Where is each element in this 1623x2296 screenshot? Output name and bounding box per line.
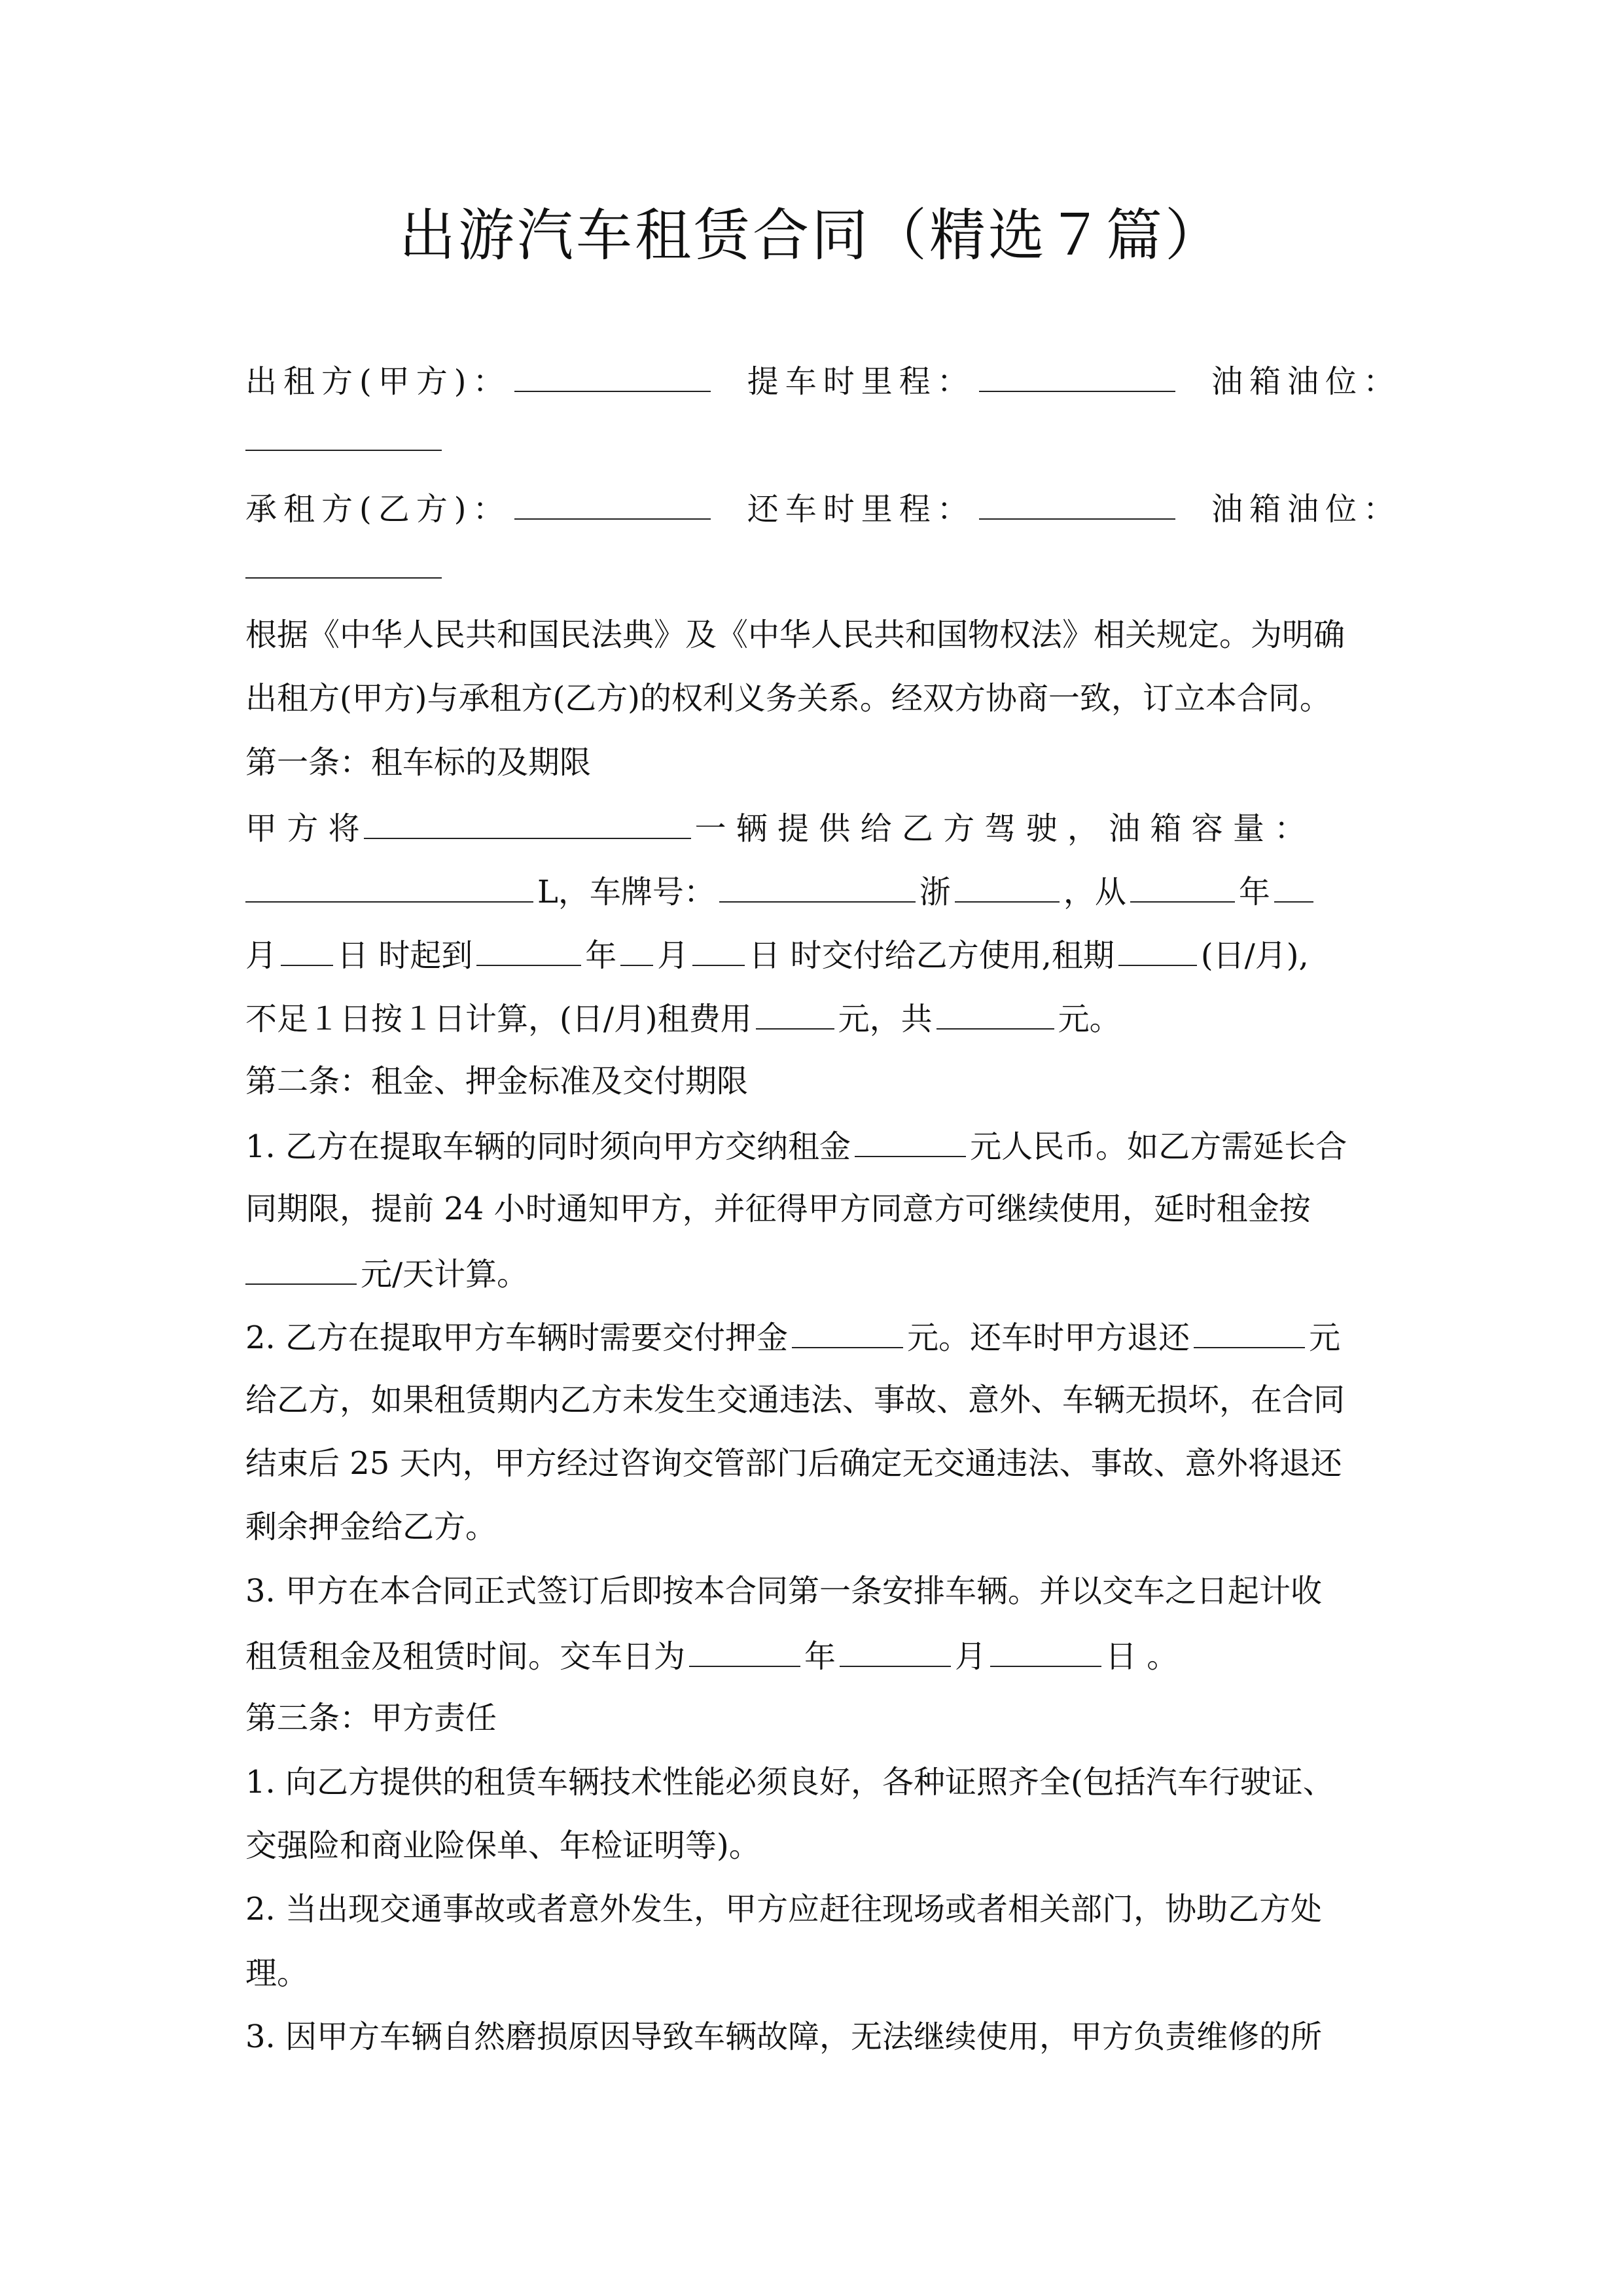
lessor-blank xyxy=(514,357,711,392)
article-3-item-2-line-1: 2. 当出现交通事故或者意外发生，甲方应赶往现场或者相关部门，协助乙方处 xyxy=(245,1891,1323,1928)
art2-1-text-a: 1. 乙方在提取车辆的同时须向甲方交纳租金 xyxy=(245,1128,851,1165)
art1-text-d1: 月 xyxy=(245,937,277,974)
return-mileage-blank xyxy=(979,484,1175,520)
art1-text-d6: (日/月), xyxy=(1200,937,1309,974)
fuel-level-blank-2 xyxy=(245,543,442,579)
art2-1-text-b: 元人民币。如乙方需延长合 xyxy=(970,1128,1347,1165)
art1-text-e2: 元，共 xyxy=(838,1001,933,1037)
art1-text-d2: 日 时起到 xyxy=(337,937,473,974)
art2-3-text-d: 月 xyxy=(955,1638,987,1675)
art2-2-text-c: 元 xyxy=(1309,1319,1341,1356)
rent-deposit-blank xyxy=(855,1122,966,1157)
article-2-title: 第二条：租金、押金标准及交付期限 xyxy=(245,1063,749,1100)
lessee-blank xyxy=(514,484,711,520)
art1-text-b: 一 辆 提 供 给 乙 方 驾 驶 ， 油 箱 容 量 ： xyxy=(694,810,1306,847)
article-2-item-2-line-1 xyxy=(245,1313,1384,1361)
lessor-label: 出租方(甲方)： xyxy=(245,363,511,400)
header-row-lessee xyxy=(245,484,1402,532)
start-day-blank xyxy=(281,931,333,966)
fuel-level-label-2: 油箱油位： xyxy=(1211,491,1402,528)
vehicle-blank xyxy=(364,804,691,839)
end-day-blank xyxy=(692,931,745,966)
art1-text-d3: 年 xyxy=(585,937,617,974)
start-month-blank xyxy=(1274,867,1313,903)
article-3-item-1-line-2: 交强险和商业险保单、年检证明等)。 xyxy=(245,1827,760,1864)
art1-text-d4: 月 xyxy=(657,937,689,974)
article-2-item-2-line-2: 给乙方，如果租赁期内乙方未发生交通违法、事故、意外、车辆无损坏，在合同 xyxy=(245,1382,1346,1418)
intro-line-1: 根据《中华人民共和国民法典》及《中华人民共和国物权法》相关规定。为明确 xyxy=(245,617,1346,653)
art1-text-c2: 浙 xyxy=(919,874,951,910)
art1-text-c3: ，从 xyxy=(1063,874,1126,910)
end-year-blank xyxy=(476,931,581,966)
article-2-item-1-line-3 xyxy=(245,1249,1384,1297)
end-month-blank xyxy=(620,931,653,966)
delivery-month-blank xyxy=(840,1632,951,1667)
art1-text-c1: L，车牌号： xyxy=(537,874,715,910)
article-3-item-3-line-1: 3. 因甲方车辆自然磨损原因导致车辆故障，无法继续使用，甲方负责维修的所 xyxy=(245,2018,1323,2055)
delivery-year-blank xyxy=(689,1632,800,1667)
pickup-mileage-blank xyxy=(979,357,1175,392)
art1-text-d5: 日 时交付给乙方使用,租期 xyxy=(749,937,1115,974)
overtime-rent-blank xyxy=(245,1249,357,1285)
art1-text-a: 甲 方 将 xyxy=(245,810,360,847)
article-1-line-3 xyxy=(245,931,1384,978)
pickup-mileage-label: 提车时里程： xyxy=(747,363,975,400)
art2-1-text-d: 元/天计算。 xyxy=(361,1256,529,1293)
article-2-item-2-line-4: 剩余押金给乙方。 xyxy=(245,1509,497,1545)
intro-line-2: 出租方(甲方)与承租方(乙方)的权利义务关系。经双方协商一致，订立本合同。 xyxy=(245,680,1331,717)
article-1-line-1 xyxy=(245,804,1384,852)
lessee-label: 承租方(乙方)： xyxy=(245,491,511,528)
deposit-blank xyxy=(792,1313,903,1348)
return-mileage-label: 还车时里程： xyxy=(747,491,975,528)
art1-text-c4: 年 xyxy=(1238,874,1270,910)
art2-3-text-b: 租赁租金及租赁时间。交车日为 xyxy=(245,1638,686,1675)
article-2-item-1-line-2: 同期限，提前 24 小时通知甲方，并征得甲方同意方可继续使用，延时租金按 xyxy=(245,1191,1311,1227)
tank-capacity-blank xyxy=(245,867,533,903)
rental-period-blank xyxy=(1118,931,1197,966)
plate-number-blank xyxy=(955,867,1060,903)
article-2-item-2-line-3: 结束后 25 天内，甲方经过咨询交管部门后确定无交通违法、事故、意外将退还 xyxy=(245,1445,1342,1482)
art1-text-e3: 元。 xyxy=(1058,1001,1121,1037)
art2-3-text-e: 日 。 xyxy=(1105,1638,1179,1675)
art2-3-text-c: 年 xyxy=(804,1638,836,1675)
header-row-lessee-cont xyxy=(245,543,1384,591)
refund-blank xyxy=(1194,1313,1305,1348)
article-2-item-3-line-1: 3. 甲方在本合同正式签订后即按本合同第一条安排车辆。并以交车之日起计收 xyxy=(245,1573,1323,1609)
article-1-title: 第一条：租车标的及期限 xyxy=(245,744,592,781)
page-title: 出游汽车租赁合同（精选７篇） xyxy=(399,203,1224,268)
delivery-day-blank xyxy=(990,1632,1101,1667)
header-row-lessor xyxy=(245,357,1402,404)
article-1-line-4 xyxy=(245,994,1384,1042)
total-fee-blank xyxy=(936,994,1054,1030)
rent-fee-blank xyxy=(756,994,834,1030)
article-2-item-1-line-1 xyxy=(245,1122,1384,1170)
fuel-level-blank-1 xyxy=(245,416,442,451)
art2-2-text-b: 元。还车时甲方退还 xyxy=(907,1319,1190,1356)
art1-text-e1: 不足１日按１日计算，(日/月)租费用 xyxy=(245,1001,752,1037)
art2-2-text-a: 2. 乙方在提取甲方车辆时需要交付押金 xyxy=(245,1319,789,1356)
article-3-item-1-line-1: 1. 向乙方提供的租赁车辆技术性能必须良好，各种证照齐全(包括汽车行驶证、 xyxy=(245,1764,1334,1801)
plate-blank xyxy=(719,867,916,903)
fuel-level-label-1: 油箱油位： xyxy=(1211,363,1402,400)
article-1-line-2 xyxy=(245,867,1384,915)
article-3-title: 第三条：甲方责任 xyxy=(245,1700,497,1736)
article-2-item-3-line-2 xyxy=(245,1632,1384,1679)
header-row-lessor-cont xyxy=(245,416,1384,463)
article-3-item-2-line-2: 理。 xyxy=(245,1955,309,1992)
start-year-blank xyxy=(1130,867,1235,903)
